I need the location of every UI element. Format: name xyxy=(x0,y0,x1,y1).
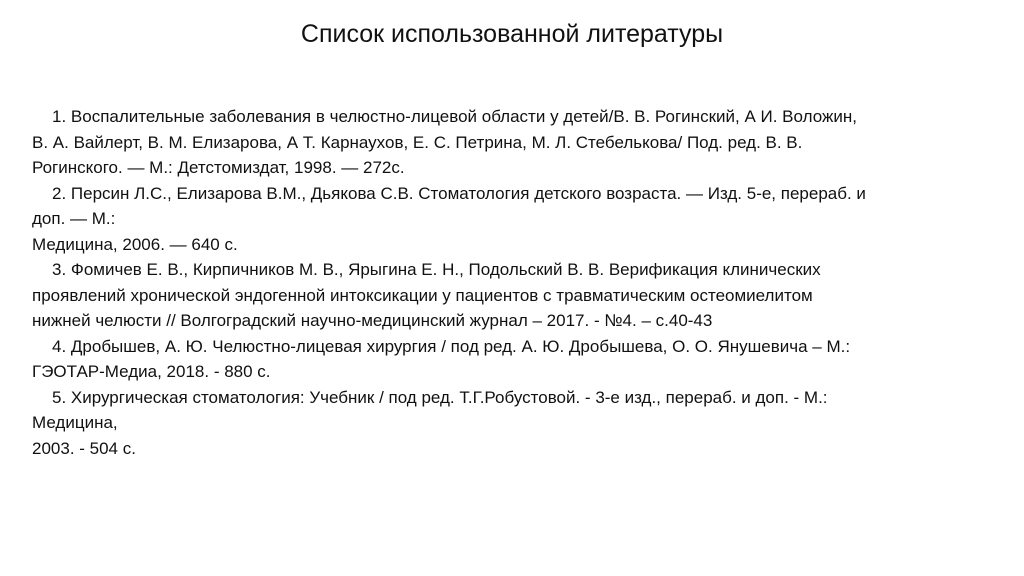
reference-line: доп. — М.: xyxy=(32,209,116,228)
reference-line: ГЭОТАР-Медиа, 2018. - 880 с. xyxy=(32,362,271,381)
reference-line: В. А. Вайлерт, В. М. Елизарова, А Т. Карнаухов, Е. С. Петрина, М. Л. Стебелькова/ Под. ред. В. В. xyxy=(32,132,803,152)
reference-line: Медицина, 2006. — 640 с. xyxy=(32,234,238,254)
reference-line: 4. Дробышев, А. Ю. Челюстно-лицевая хирургия / под ред. А. Ю. Дробышева, О. О. Янушевича – М.: xyxy=(52,336,851,356)
reference-list xyxy=(32,104,982,461)
reference-line: 2003. - 504 с. xyxy=(32,438,136,458)
reference-line: 3. Фомичев Е. В., Кирпичников М. В., Ярыгина Е. Н., Подольский В. В. Верификация клинических xyxy=(52,260,821,279)
reference-line: 5. Хирургическая стоматология: Учебник / под ред. Т.Г.Робустовой. - 3-е изд., перераб. и доп. - М.: xyxy=(52,387,828,407)
reference-line: Медицина, xyxy=(32,413,118,432)
reference-line: Рогинского. — М.: Детстомиздат, 1998. — 272с. xyxy=(32,158,405,177)
reference-item-2 xyxy=(32,181,982,258)
reference-item-5 xyxy=(32,385,982,462)
page-title: Список использованной литературы xyxy=(300,20,724,48)
reference-line: проявлений хронической эндогенной интоксикации у пациентов с травматическим остеомиелитом xyxy=(32,285,813,305)
reference-item-4 xyxy=(32,334,982,385)
reference-item-3 xyxy=(32,257,982,334)
reference-line: 2. Персин Л.С., Елизарова В.М., Дьякова С.В. Стоматология детского возраста. — Изд. 5-е, перераб. и xyxy=(52,183,866,203)
reference-line: нижней челюсти // Волгоградский научно-медицинский журнал – 2017. - №4. – с.40-43 xyxy=(32,311,713,330)
reference-item-1 xyxy=(32,104,982,181)
reference-line: 1. Воспалительные заболевания в челюстно-лицевой области у детей/В. В. Рогинский, А И. Воложин, xyxy=(52,107,857,126)
